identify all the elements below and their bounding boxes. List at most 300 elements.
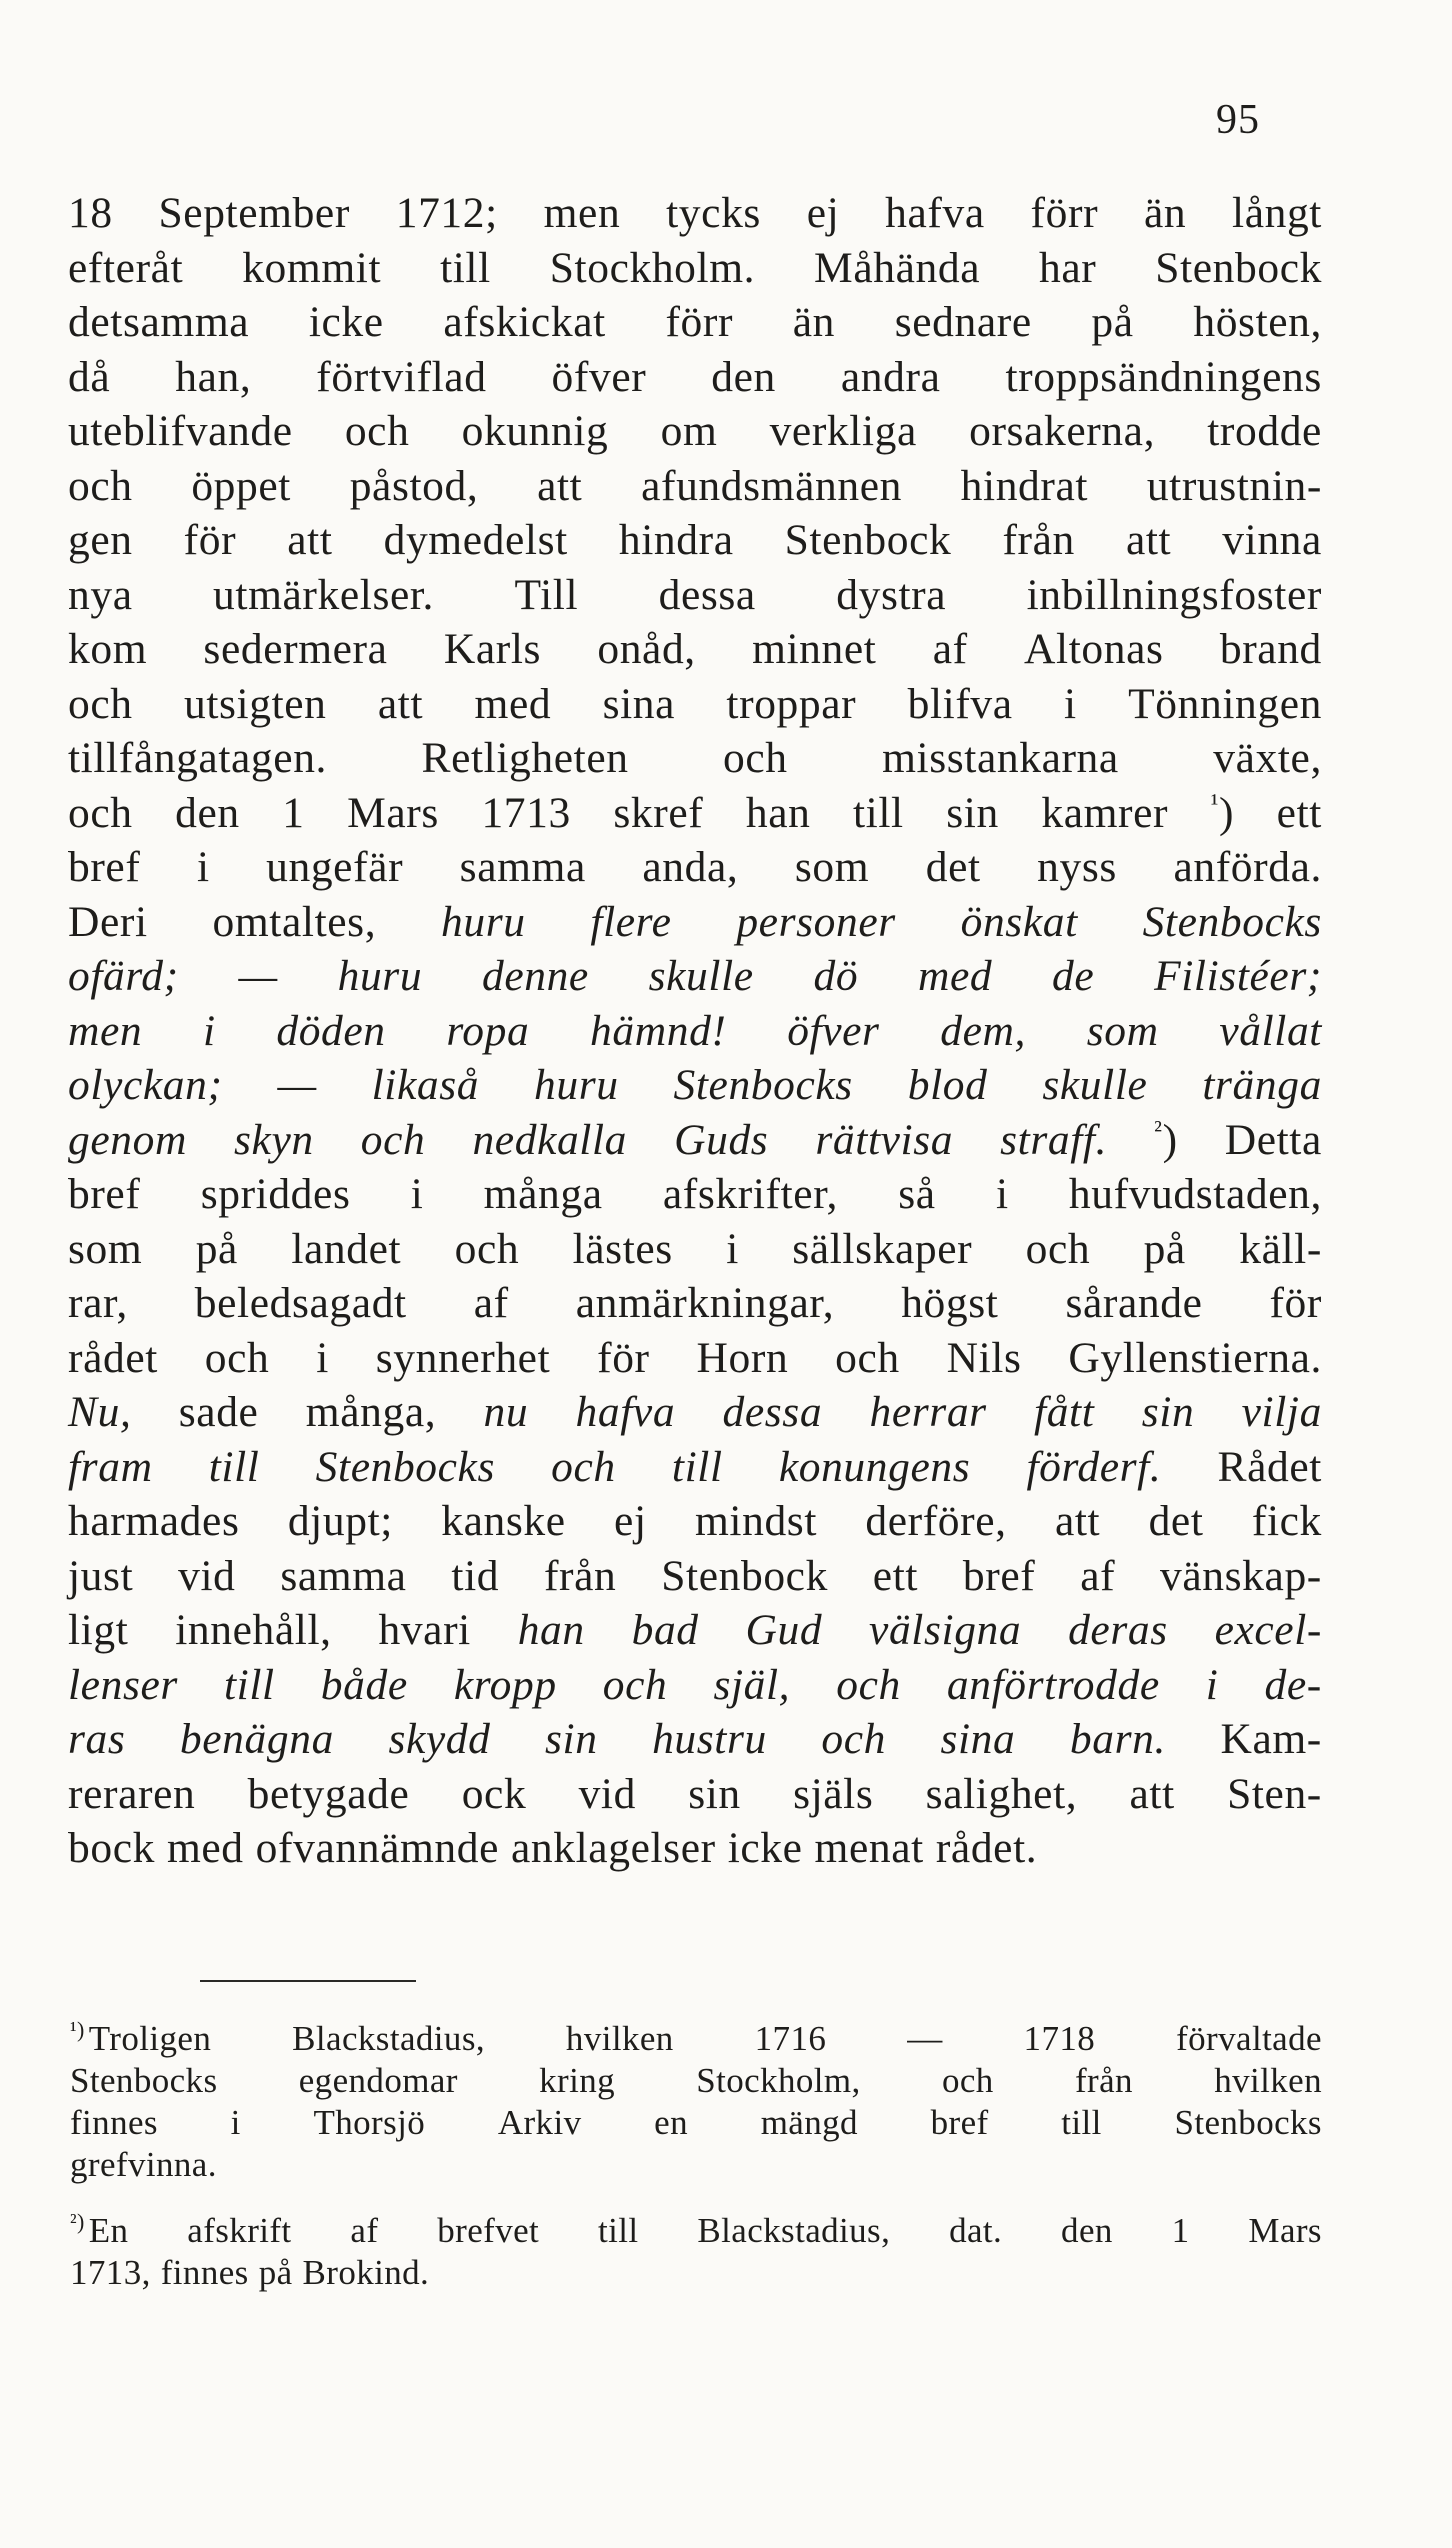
word: vinna bbox=[1222, 516, 1322, 564]
word: skyn bbox=[234, 1115, 314, 1164]
word: djupt; bbox=[287, 1497, 393, 1545]
footnote-word: kring bbox=[539, 2061, 615, 2100]
word: önskat bbox=[960, 897, 1078, 946]
word: sin bbox=[1141, 1388, 1195, 1436]
word: om bbox=[660, 407, 718, 455]
word: sin bbox=[688, 1769, 741, 1818]
word: huru bbox=[534, 1061, 619, 1109]
word: — bbox=[238, 952, 278, 1000]
word: sin bbox=[946, 788, 999, 837]
word: det bbox=[1148, 1497, 1204, 1545]
word: hindra bbox=[618, 516, 734, 564]
word: denne bbox=[481, 952, 589, 1000]
word: som bbox=[794, 843, 870, 891]
footnote-word: 1716 bbox=[754, 2019, 827, 2058]
word: 1 bbox=[282, 788, 305, 837]
text-line bbox=[68, 350, 1322, 405]
word: dö bbox=[813, 952, 859, 1000]
word: skulle bbox=[1042, 1061, 1148, 1109]
footnote-word: en bbox=[654, 2103, 688, 2142]
word: vid bbox=[178, 1551, 236, 1600]
word: September bbox=[158, 189, 350, 237]
footnote-word: $^{^1)}$ Troligen bbox=[70, 2017, 212, 2058]
word: förderf. bbox=[1026, 1442, 1162, 1491]
word: och bbox=[723, 734, 788, 782]
word: Gud bbox=[745, 1606, 823, 1654]
footnote-word: — bbox=[907, 2019, 943, 2058]
footnote-word: till bbox=[598, 2211, 639, 2250]
word: rådet bbox=[68, 1333, 158, 1382]
text-line bbox=[68, 1113, 1322, 1168]
word: sina bbox=[602, 679, 676, 728]
word: nyss bbox=[1037, 843, 1117, 891]
word: vänskap- bbox=[1160, 1551, 1322, 1600]
footnote-line bbox=[70, 2018, 1322, 2060]
word: utrustnin- bbox=[1146, 461, 1322, 510]
word: den bbox=[175, 788, 240, 837]
word: personer bbox=[736, 897, 896, 946]
text-line bbox=[68, 1222, 1322, 1277]
word: han, bbox=[175, 352, 252, 401]
word: de- bbox=[1264, 1660, 1322, 1709]
word: genom bbox=[68, 1115, 187, 1164]
word: i bbox=[726, 1224, 739, 1273]
word: Nils bbox=[946, 1333, 1022, 1382]
word: den bbox=[711, 352, 776, 401]
footnote-mark: ¹) bbox=[70, 2017, 85, 2043]
word: verkliga bbox=[769, 407, 917, 455]
page-number: 95 bbox=[1216, 97, 1260, 143]
word: i bbox=[316, 1333, 329, 1382]
word: efteråt bbox=[68, 243, 184, 292]
word: på bbox=[1091, 298, 1134, 346]
word: många bbox=[483, 1170, 603, 1218]
word: och bbox=[835, 1333, 900, 1382]
word: än bbox=[1143, 189, 1187, 237]
word: Stenbocks bbox=[1142, 897, 1322, 946]
word: och bbox=[551, 1442, 616, 1491]
word: dessa bbox=[658, 570, 756, 619]
footnote-word: den bbox=[1061, 2211, 1113, 2250]
word: dem, bbox=[940, 1006, 1027, 1055]
word: innehåll, bbox=[175, 1606, 332, 1654]
word: synnerhet bbox=[375, 1333, 551, 1382]
word: många, bbox=[305, 1388, 437, 1436]
word: långt bbox=[1232, 189, 1322, 237]
word: döden bbox=[276, 1006, 386, 1055]
word: utsigten bbox=[183, 679, 327, 728]
footnote-word: af bbox=[350, 2211, 379, 2250]
word: sårande bbox=[1065, 1279, 1203, 1327]
word: på bbox=[195, 1224, 238, 1273]
word: vållat bbox=[1219, 1006, 1322, 1055]
word: Stenbocks bbox=[315, 1442, 495, 1491]
text-line bbox=[68, 295, 1322, 350]
word: anda, bbox=[642, 843, 739, 891]
word: sin bbox=[544, 1715, 598, 1763]
word: omtaltes, bbox=[212, 897, 377, 946]
word: käll- bbox=[1239, 1224, 1322, 1273]
word: till bbox=[852, 788, 904, 837]
word: lenser bbox=[68, 1660, 178, 1709]
word: ligt bbox=[68, 1606, 129, 1654]
word: nya bbox=[68, 570, 133, 619]
text-line bbox=[68, 1058, 1322, 1113]
word: afskickat bbox=[443, 298, 606, 346]
word: hufvudstaden, bbox=[1068, 1170, 1322, 1218]
word: sade bbox=[178, 1388, 259, 1436]
word: af bbox=[473, 1279, 509, 1327]
word: för bbox=[183, 516, 237, 564]
text-line bbox=[68, 1767, 1322, 1822]
word: att bbox=[537, 461, 583, 510]
word: beledsagadt bbox=[194, 1279, 407, 1327]
word: flere bbox=[590, 897, 672, 946]
footnote-word: grefvinna. bbox=[70, 2145, 217, 2184]
footnote-word: Mars bbox=[1248, 2211, 1322, 2250]
word: Guds bbox=[674, 1115, 769, 1164]
word: bock bbox=[68, 1824, 155, 1872]
footnote-line bbox=[70, 2210, 1322, 2252]
word: Gyllenstierna. bbox=[1068, 1333, 1322, 1382]
word: Rådet bbox=[1217, 1442, 1322, 1491]
word: likaså bbox=[371, 1061, 480, 1109]
text-line bbox=[68, 1603, 1322, 1658]
footnote-word: bref bbox=[930, 2103, 989, 2142]
word: och bbox=[344, 407, 410, 455]
word: välsigna bbox=[869, 1606, 1022, 1654]
footnote-word: från bbox=[1074, 2061, 1133, 2100]
word: tillfångatagen. bbox=[68, 734, 328, 782]
word: kom bbox=[68, 625, 148, 673]
footnote-word: hvilken bbox=[1214, 2061, 1322, 2100]
text-line bbox=[68, 1385, 1322, 1440]
word: Altonas bbox=[1024, 625, 1164, 673]
word: okunnig bbox=[461, 407, 609, 455]
word: vilja bbox=[1241, 1388, 1322, 1436]
word: ras bbox=[68, 1715, 126, 1763]
word: sina bbox=[940, 1715, 1016, 1763]
word: från bbox=[543, 1551, 617, 1600]
footnote-word: till bbox=[1061, 2103, 1102, 2142]
word: ofvannämnde bbox=[255, 1824, 500, 1872]
word: att bbox=[1125, 516, 1172, 564]
footnote-line bbox=[70, 2252, 1322, 2294]
word: Stenbock bbox=[661, 1551, 828, 1600]
word: af bbox=[932, 625, 968, 673]
word: fram bbox=[68, 1442, 153, 1491]
word: anförtrodde bbox=[946, 1660, 1160, 1709]
footnote-word: finnes bbox=[160, 2253, 249, 2292]
word: harmades bbox=[68, 1497, 240, 1545]
word: mindst bbox=[694, 1497, 818, 1545]
word: hindrat bbox=[960, 461, 1089, 510]
footnote-word: i bbox=[230, 2103, 241, 2142]
word: öppet bbox=[191, 461, 291, 510]
word: och bbox=[68, 788, 133, 837]
word: ock bbox=[461, 1769, 527, 1818]
word: straff. bbox=[1000, 1115, 1108, 1164]
footnote-word: $^{^2)}$ En bbox=[70, 2209, 129, 2250]
footnote-word: afskrift bbox=[187, 2211, 292, 2250]
word: andra bbox=[840, 352, 941, 401]
word: ungefär bbox=[266, 843, 404, 891]
word: 1713 bbox=[481, 788, 571, 837]
footnote-mark: ²) bbox=[70, 2209, 85, 2235]
word: bref bbox=[68, 1170, 141, 1218]
word: som bbox=[68, 1224, 143, 1273]
word: till bbox=[208, 1442, 260, 1491]
word: afskrifter, bbox=[662, 1170, 839, 1218]
footnote-word: 1718 bbox=[1023, 2019, 1096, 2058]
word: själ, bbox=[713, 1660, 791, 1709]
word: bad bbox=[631, 1606, 699, 1654]
text-line bbox=[68, 186, 1322, 241]
text-line bbox=[68, 1440, 1322, 1495]
word: anklagelser bbox=[511, 1824, 716, 1872]
word: ett bbox=[872, 1551, 919, 1600]
footnote-word: egendomar bbox=[298, 2061, 458, 2100]
word: ett bbox=[1276, 788, 1322, 837]
text-line bbox=[68, 949, 1322, 1004]
word: i bbox=[1064, 679, 1077, 728]
body-text bbox=[68, 186, 1322, 1876]
word: skydd bbox=[388, 1715, 491, 1763]
word: han bbox=[745, 788, 811, 837]
word: onåd, bbox=[597, 625, 696, 673]
word: har bbox=[1039, 243, 1097, 292]
word: nu bbox=[483, 1388, 529, 1436]
word: hämnd! bbox=[590, 1006, 727, 1055]
word: skulle bbox=[648, 952, 754, 1000]
footnote-line bbox=[70, 2144, 1322, 2186]
text-line bbox=[68, 1712, 1322, 1767]
word: Deri bbox=[68, 897, 148, 946]
word: högst bbox=[901, 1279, 999, 1327]
word: till bbox=[223, 1660, 275, 1709]
footnotes bbox=[70, 2018, 1322, 2294]
word: i bbox=[202, 1006, 216, 1055]
word: och bbox=[360, 1115, 426, 1164]
footnote-word: finnes bbox=[70, 2103, 158, 2142]
word: rar, bbox=[68, 1279, 128, 1327]
word: kamrer bbox=[1041, 788, 1169, 837]
word: själs bbox=[793, 1769, 874, 1818]
word: men bbox=[68, 1006, 143, 1055]
word: utmärkelser. bbox=[213, 570, 435, 619]
word: från bbox=[1002, 516, 1075, 564]
text-line bbox=[68, 459, 1322, 514]
word: Retligheten bbox=[421, 734, 629, 782]
word: Stenbock bbox=[784, 516, 952, 564]
footnote-word: brefvet bbox=[437, 2211, 540, 2250]
word: öfver bbox=[787, 1006, 880, 1055]
word: landet bbox=[291, 1224, 402, 1273]
word: reraren bbox=[68, 1769, 196, 1818]
word: — bbox=[277, 1061, 317, 1109]
footnote-line bbox=[70, 2060, 1322, 2102]
text-line bbox=[68, 1821, 1322, 1876]
word: inbillningsfoster bbox=[1026, 570, 1322, 619]
word: ofärd; bbox=[68, 952, 179, 1000]
word: och bbox=[1025, 1224, 1091, 1273]
word: gen bbox=[68, 516, 133, 564]
word: deras bbox=[1068, 1606, 1168, 1654]
word: nedkalla bbox=[472, 1115, 628, 1164]
word: Tönningen bbox=[1128, 679, 1322, 728]
word: minnet bbox=[752, 625, 877, 673]
word: afundsmännen bbox=[641, 461, 902, 510]
word: i bbox=[995, 1170, 1009, 1218]
text-line bbox=[68, 786, 1322, 841]
word: lästes bbox=[572, 1224, 673, 1273]
footnote-word: Blackstadius, bbox=[697, 2211, 891, 2250]
word: trodde bbox=[1207, 407, 1322, 455]
word: hafva bbox=[885, 189, 985, 237]
word: tränga bbox=[1202, 1061, 1322, 1109]
word: sednare bbox=[894, 298, 1032, 346]
word: förr bbox=[1030, 189, 1099, 237]
word: med bbox=[474, 679, 552, 728]
word: Karls bbox=[443, 625, 542, 673]
word: han bbox=[517, 1606, 585, 1654]
word: att bbox=[1129, 1769, 1175, 1818]
footnote-word: 1 bbox=[1171, 2211, 1190, 2250]
word: brand bbox=[1219, 625, 1322, 673]
footnote-word: Thorsjö bbox=[313, 2103, 426, 2142]
word: i bbox=[410, 1170, 424, 1218]
word: Kam- bbox=[1220, 1715, 1322, 1763]
word: kanske bbox=[441, 1497, 566, 1545]
word: detsamma bbox=[68, 298, 250, 346]
word: att bbox=[287, 516, 333, 564]
text-line bbox=[68, 622, 1322, 677]
word: anförda. bbox=[1173, 843, 1322, 891]
word: och bbox=[68, 679, 133, 728]
text-line bbox=[68, 1494, 1322, 1549]
text-line bbox=[68, 404, 1322, 459]
word: i bbox=[196, 843, 210, 891]
word: Filistéer; bbox=[1154, 952, 1322, 1000]
word: på bbox=[1143, 1224, 1186, 1273]
word: öfver bbox=[551, 352, 647, 401]
word: misstankarna bbox=[882, 734, 1119, 782]
word: bref bbox=[68, 843, 141, 891]
footnote-line bbox=[70, 2102, 1322, 2144]
word: tycks bbox=[666, 189, 761, 237]
word: just bbox=[68, 1551, 134, 1600]
word: hafva bbox=[575, 1388, 676, 1436]
word: icke bbox=[308, 298, 384, 346]
word: $^{^2}$) bbox=[1154, 1115, 1178, 1164]
word: huru bbox=[441, 897, 526, 946]
text-line bbox=[68, 1549, 1322, 1604]
footnote-word: Blackstadius, bbox=[292, 2019, 485, 2058]
word: växte, bbox=[1213, 734, 1322, 782]
word: olyckan; bbox=[68, 1061, 223, 1109]
footnote-word: förvaltade bbox=[1176, 2019, 1322, 2058]
footnote-word: mängd bbox=[760, 2103, 858, 2142]
word: rådet. bbox=[935, 1824, 1038, 1872]
word: huru bbox=[337, 952, 423, 1000]
word: förtviflad bbox=[316, 352, 487, 401]
word: herrar bbox=[869, 1388, 987, 1436]
word: dystra bbox=[836, 570, 947, 619]
word: kropp bbox=[453, 1660, 557, 1709]
word: Stockholm. bbox=[549, 243, 756, 292]
word: med bbox=[917, 952, 993, 1000]
word: till bbox=[440, 243, 491, 292]
text-line bbox=[68, 1004, 1322, 1059]
word: Mars bbox=[347, 788, 439, 837]
footnote-word: Arkiv bbox=[497, 2103, 582, 2142]
word: 1712; bbox=[395, 189, 498, 237]
word: troppar bbox=[726, 679, 857, 728]
word: de bbox=[1052, 952, 1095, 1000]
word: fick bbox=[1251, 1497, 1322, 1545]
word: för bbox=[597, 1333, 650, 1382]
word: Sten- bbox=[1227, 1769, 1322, 1818]
text-line bbox=[68, 677, 1322, 732]
word: både bbox=[320, 1660, 408, 1709]
word: men bbox=[543, 189, 621, 237]
word: uteblifvande bbox=[68, 407, 293, 455]
word: med bbox=[166, 1824, 244, 1872]
text-line bbox=[68, 568, 1322, 623]
word: Till bbox=[514, 570, 579, 619]
word: af bbox=[1080, 1551, 1116, 1600]
word: och bbox=[602, 1660, 668, 1709]
footnote-word: och bbox=[941, 2061, 994, 2100]
word: orsakerna, bbox=[969, 407, 1156, 455]
word: så bbox=[898, 1170, 936, 1218]
word: sällskaper bbox=[792, 1224, 973, 1273]
word: kommit bbox=[242, 243, 382, 292]
footnote-word: dat. bbox=[949, 2211, 1003, 2250]
word: 18 bbox=[68, 189, 113, 237]
word: sedermera bbox=[203, 625, 388, 673]
word: det bbox=[925, 843, 981, 891]
footnote-word: Brokind. bbox=[302, 2253, 430, 2292]
word: att bbox=[1054, 1497, 1101, 1545]
footnote-word: på bbox=[258, 2253, 293, 2292]
footnote-word: Stenbocks bbox=[70, 2061, 218, 2100]
word: Stenbock bbox=[1155, 243, 1322, 292]
word: då bbox=[68, 352, 111, 401]
text-line bbox=[68, 895, 1322, 950]
footnote-word: Stockholm, bbox=[696, 2061, 861, 2100]
text-line bbox=[68, 1167, 1322, 1222]
word: för bbox=[1269, 1279, 1322, 1327]
word: tid bbox=[451, 1551, 500, 1600]
word: derföre, bbox=[865, 1497, 1007, 1545]
word: ej bbox=[614, 1497, 647, 1545]
word: dessa bbox=[722, 1388, 823, 1436]
word: än bbox=[792, 298, 836, 346]
word: förr bbox=[665, 298, 734, 346]
word: Måhända bbox=[814, 243, 981, 292]
word: och bbox=[836, 1660, 901, 1709]
text-line bbox=[68, 840, 1322, 895]
word: benägna bbox=[179, 1715, 334, 1763]
text-line bbox=[68, 1658, 1322, 1713]
word: blifva bbox=[907, 679, 1013, 728]
word: rättvisa bbox=[815, 1115, 954, 1164]
word: barn. bbox=[1069, 1715, 1166, 1763]
word: Nu, bbox=[68, 1388, 132, 1436]
footnote-divider bbox=[200, 1980, 416, 1982]
footnote-word: hvilken bbox=[565, 2019, 674, 2058]
